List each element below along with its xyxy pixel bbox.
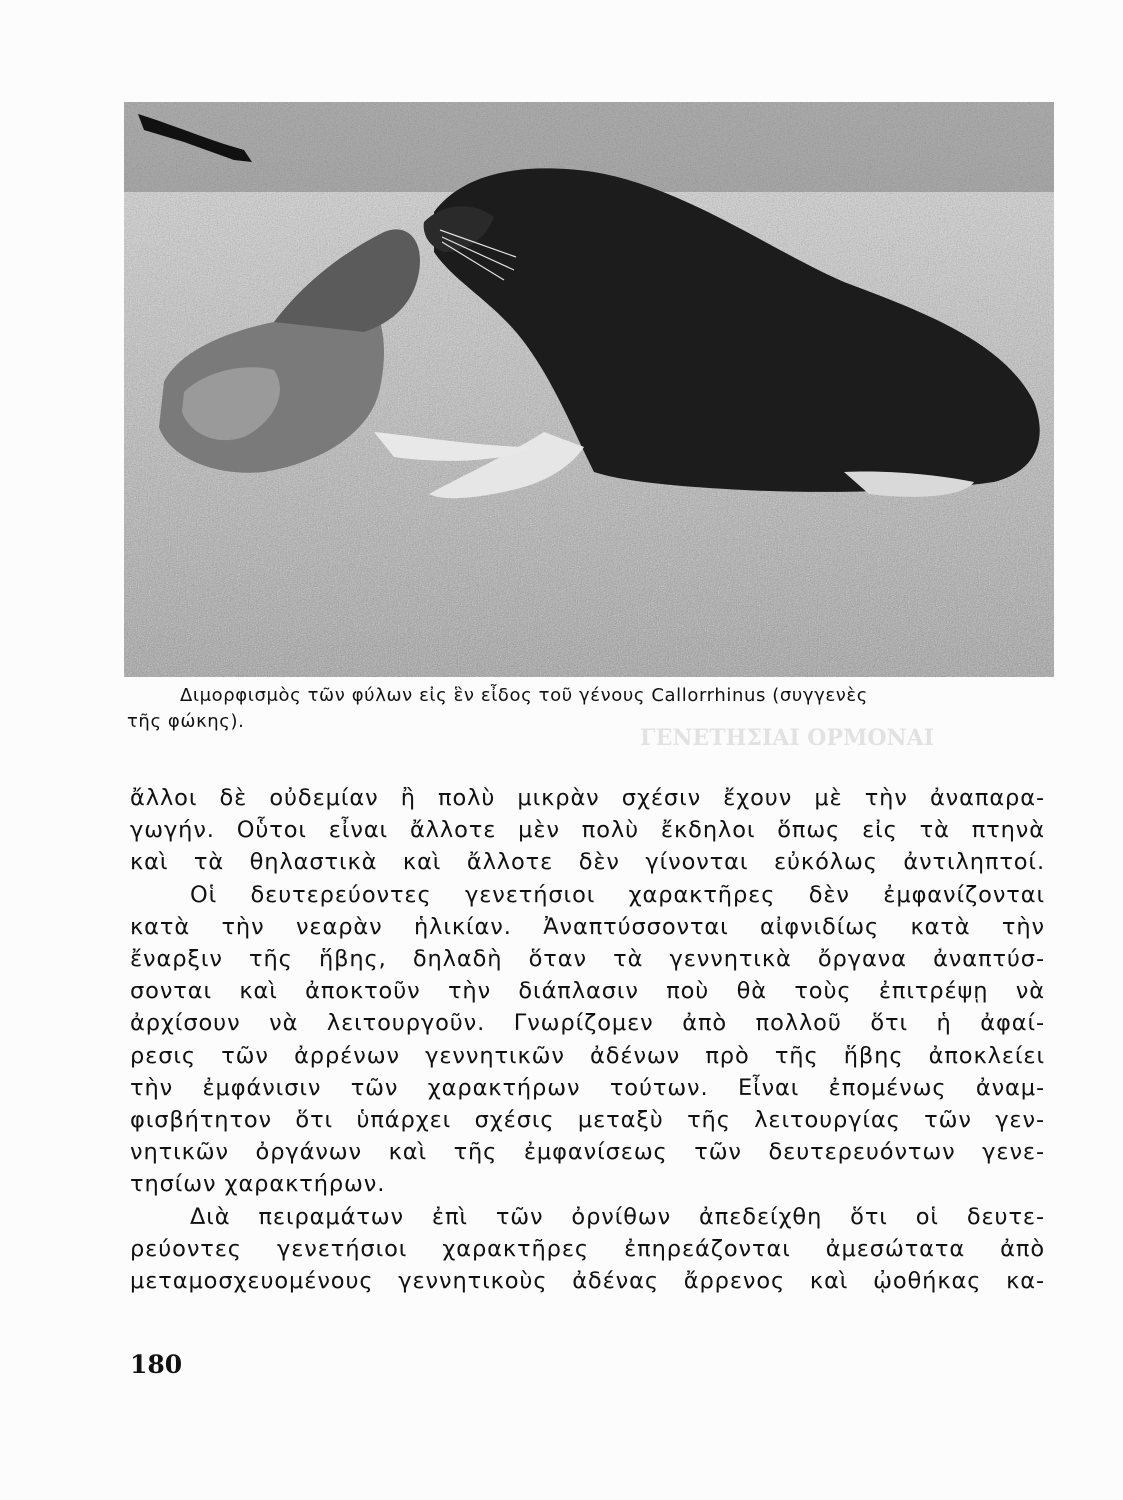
body-line: σονται καὶ ἀποκτοῦν τὴν διάπλασιν ποὺ θὰ τοὺς ἐπιτρέψῃ νὰ xyxy=(130,978,1045,1005)
show-through-text: ΓΕΝΕΤΗΣΙΑΙ ΟΡΜΟΝΑΙ xyxy=(640,725,934,751)
body-line: φισβήτητον ὅτι ὑπάρχει σχέσις μεταξὺ τῆς λειτουργίας τῶν γεν- xyxy=(130,1107,1045,1134)
page-number: 180 xyxy=(130,1350,183,1379)
body-line: κατὰ τὴν νεαρὰν ἡλικίαν. Ἀναπτύσσονται αἰφνιδίως κατὰ τὴν xyxy=(130,913,1045,940)
caption-line-1: Διμορφισμὸς τῶν φύλων εἰς ἓν εἶδος τοῦ γένους Callorrhinus (συγγενὲς xyxy=(180,685,868,706)
body-line: καὶ τὰ θηλαστικὰ καὶ ἄλλοτε δὲν γίνονται εὐκόλως ἀντιληπτοί. xyxy=(130,849,1045,876)
body-line: γωγήν. Οὗτοι εἶναι ἄλλοτε μὲν πολὺ ἔκδηλοι ὅπως εἰς τὰ πτηνὰ xyxy=(130,817,1045,844)
body-line: τὴν ἐμφάνισιν τῶν χαρακτήρων τούτων. Εἶναι ἐπομένως ἀναμ- xyxy=(130,1074,1045,1101)
caption-line-2: τῆς φώκης). xyxy=(127,711,245,732)
body-line: Διὰ πειραμάτων ἐπὶ τῶν ὀρνίθων ἀπεδείχθη ὅτι οἱ δευτε- xyxy=(190,1203,1045,1230)
body-line: ρεσις τῶν ἀρρένων γεννητικῶν ἀδένων πρὸ τῆς ἥβης ἀποκλείει xyxy=(130,1042,1045,1069)
body-line: Οἱ δευτερεύοντες γενετήσιοι χαρακτῆρες δὲν ἐμφανίζονται xyxy=(190,881,1045,908)
photo-caption xyxy=(127,683,1060,735)
seal-photograph xyxy=(124,102,1054,677)
body-paragraphs xyxy=(130,782,1045,1297)
body-line: ἀρχίσουν νὰ λειτουργοῦν. Γνωρίζομεν ἀπὸ πολλοῦ ὅτι ἡ ἀφαί- xyxy=(130,1010,1045,1037)
body-line: ρεύοντες γενετήσιοι χαρακτῆρες ἐπηρεάζονται ἀμεσώτατα ἀπὸ xyxy=(130,1235,1045,1262)
body-line: μεταμοσχευομένους γεννητικοὺς ἀδένας ἄρρενος καὶ ᾠοθήκας κα- xyxy=(130,1268,1045,1295)
body-line: νητικῶν ὀργάνων καὶ τῆς ἐμφανίσεως τῶν δευτερευόντων γενε- xyxy=(130,1139,1045,1166)
body-line: ἔναρξιν τῆς ἥβης, δηλαδὴ ὅταν τὰ γεννητικὰ ὄργανα ἀναπτύσ- xyxy=(130,946,1045,973)
seal-photo-icon xyxy=(124,102,1054,677)
body-line: τησίων χαρακτήρων. xyxy=(130,1171,386,1198)
body-line: ἄλλοι δὲ οὐδεμίαν ἢ πολὺ μικρὰν σχέσιν ἔχουν μὲ τὴν ἀναπαρα- xyxy=(130,785,1045,811)
